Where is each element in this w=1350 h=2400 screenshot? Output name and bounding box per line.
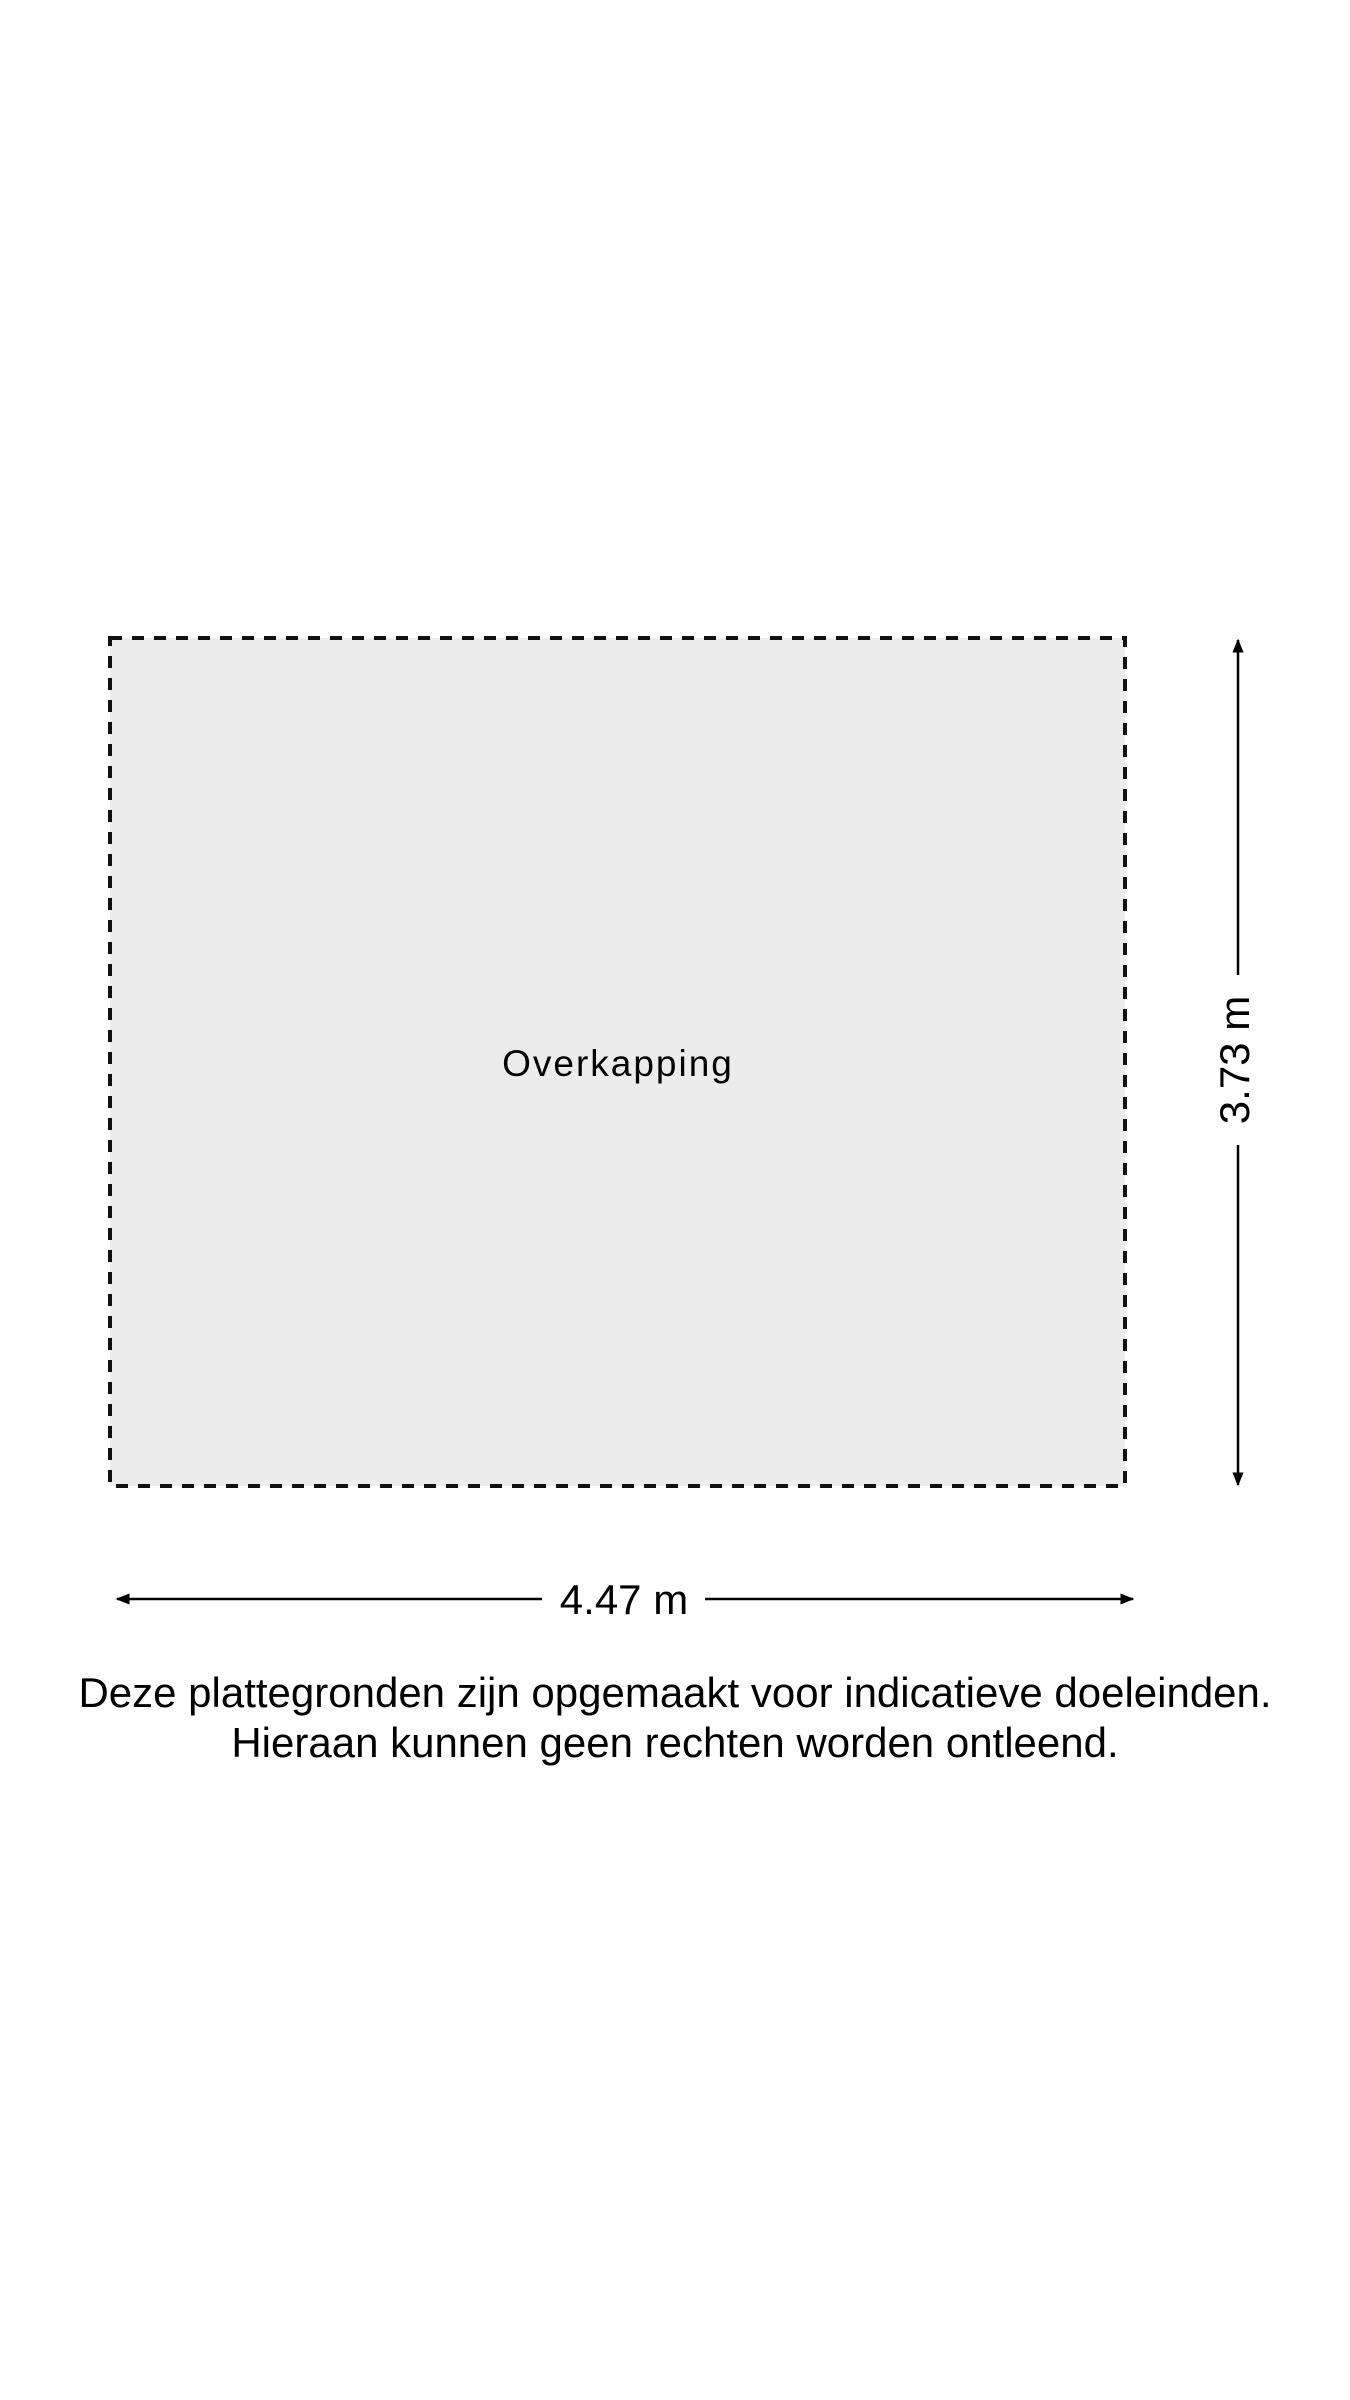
- height-dimension-label: 3.73 m: [1211, 995, 1259, 1125]
- disclaimer-line-2: Hieraan kunnen geen rechten worden ontleend.: [231, 1719, 1119, 1766]
- width-dimension-label: 4.47 m: [559, 1576, 689, 1623]
- disclaimer-line-1: Deze plattegronden zijn opgemaakt voor indicatieve doeleinden.: [78, 1669, 1272, 1716]
- disclaimer: [0, 1668, 1350, 1768]
- room-label: Overkapping: [502, 1043, 734, 1084]
